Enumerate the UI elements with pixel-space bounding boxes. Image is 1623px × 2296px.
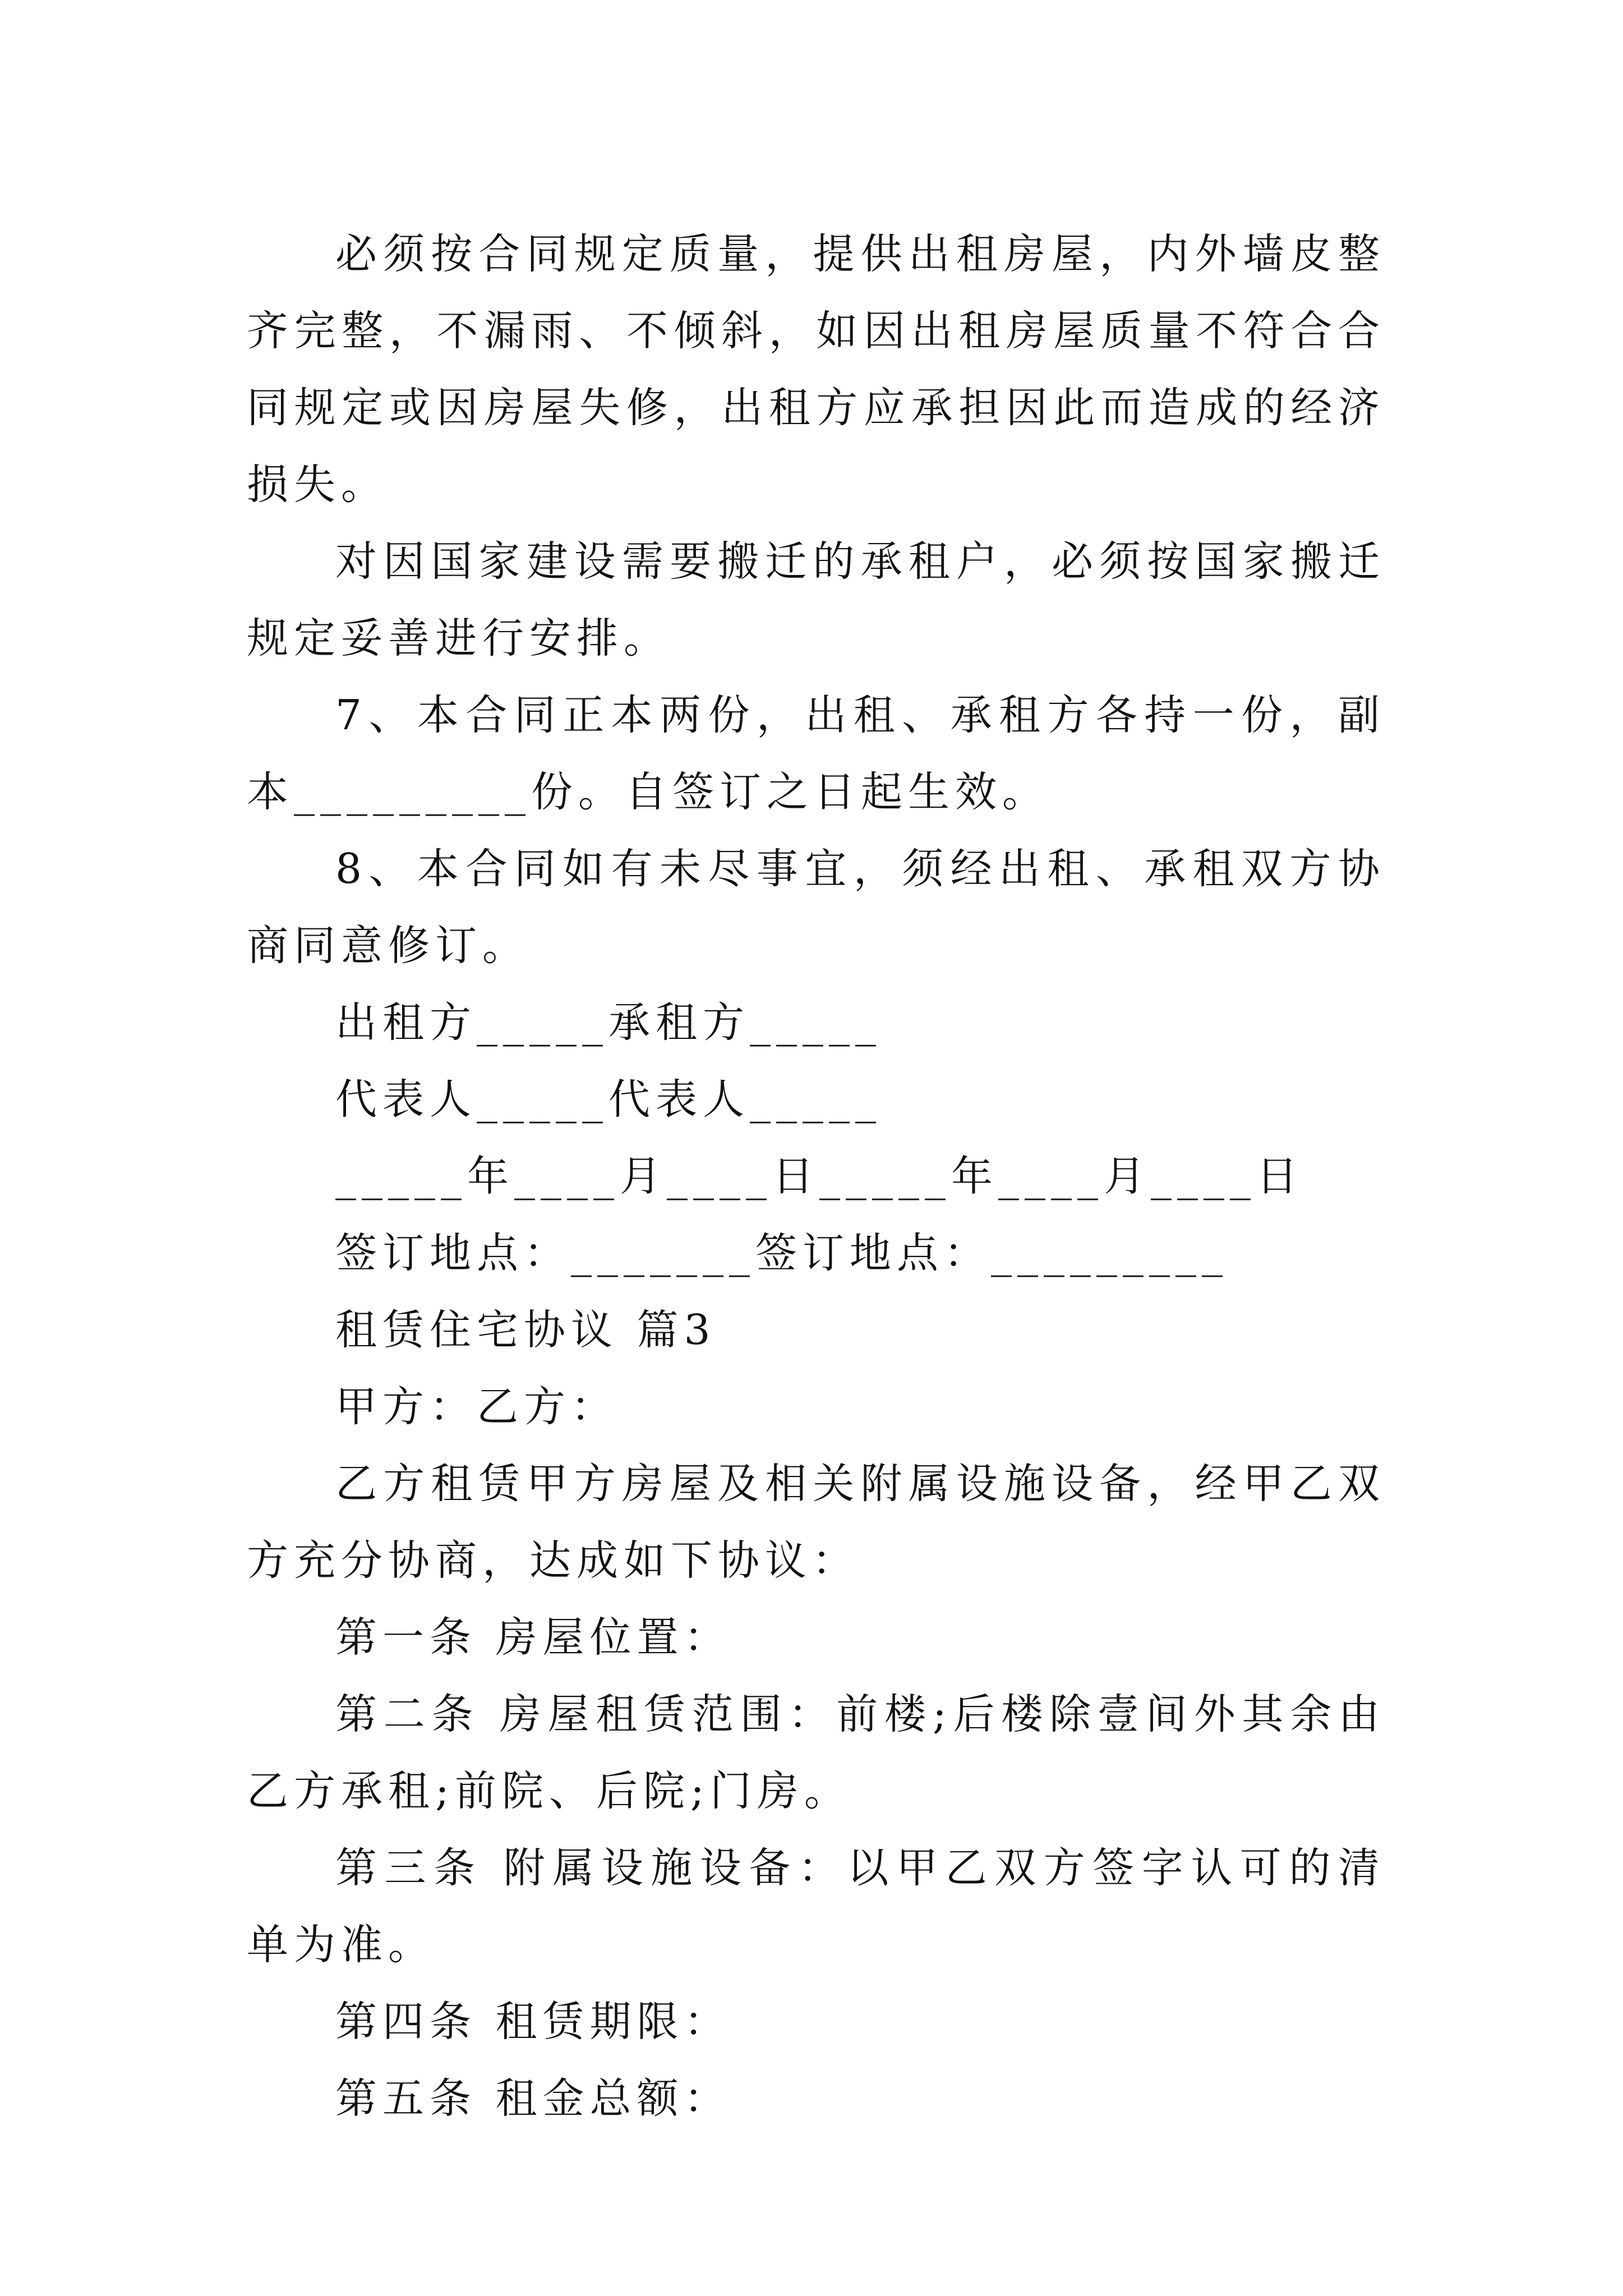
paragraph-relocation: 对因国家建设需要搬迁的承租户，必须按国家搬迁规定妥善进行安排。 xyxy=(247,537,1385,662)
signature-representatives-line: 代表人_____代表人_____ xyxy=(335,1075,882,1124)
parties-line: 甲方：乙方： xyxy=(335,1383,618,1431)
article-1: 第一条 房屋位置： xyxy=(335,1613,731,1662)
article-5: 第五条 租金总额： xyxy=(335,2074,731,2123)
article-2: 第二条 房屋租赁范围：前楼;后楼除壹间外其余由乙方承租;前院、后院;门房。 xyxy=(247,1690,1385,1815)
paragraph-contract-copies: 7、本合同正本两份，出租、承租方各持一份，副本_________份。自签订之日起生效。 xyxy=(247,691,1385,816)
signature-location-line: 签订地点：_______签订地点：_________ xyxy=(335,1229,1228,1277)
document-body xyxy=(247,216,1385,2137)
signature-parties-line: 出租方_____承租方_____ xyxy=(335,999,882,1047)
article-3: 第三条 附属设施设备：以甲乙双方签字认可的清单为准。 xyxy=(247,1844,1385,1969)
paragraph-amendments: 8、本合同如有未尽事宜，须经出租、承租双方协商同意修订。 xyxy=(247,845,1385,970)
signature-date-line: _____年____月____日_____年____月____日 xyxy=(335,1152,1303,1200)
section-title: 租赁住宅协议 篇3 xyxy=(335,1306,716,1354)
paragraph-house-quality: 必须按合同规定质量，提供出租房屋，内外墙皮整齐完整，不漏雨、不倾斜，如因出租房屋质量不符合合同规定或因房屋失修，出租方应承担因此而造成的经济损失。 xyxy=(247,230,1385,509)
intro-paragraph: 乙方租赁甲方房屋及相关附属设施设备，经甲乙双方充分协商，达成如下协议： xyxy=(247,1460,1385,1585)
article-4: 第四条 租赁期限： xyxy=(335,1998,731,2046)
